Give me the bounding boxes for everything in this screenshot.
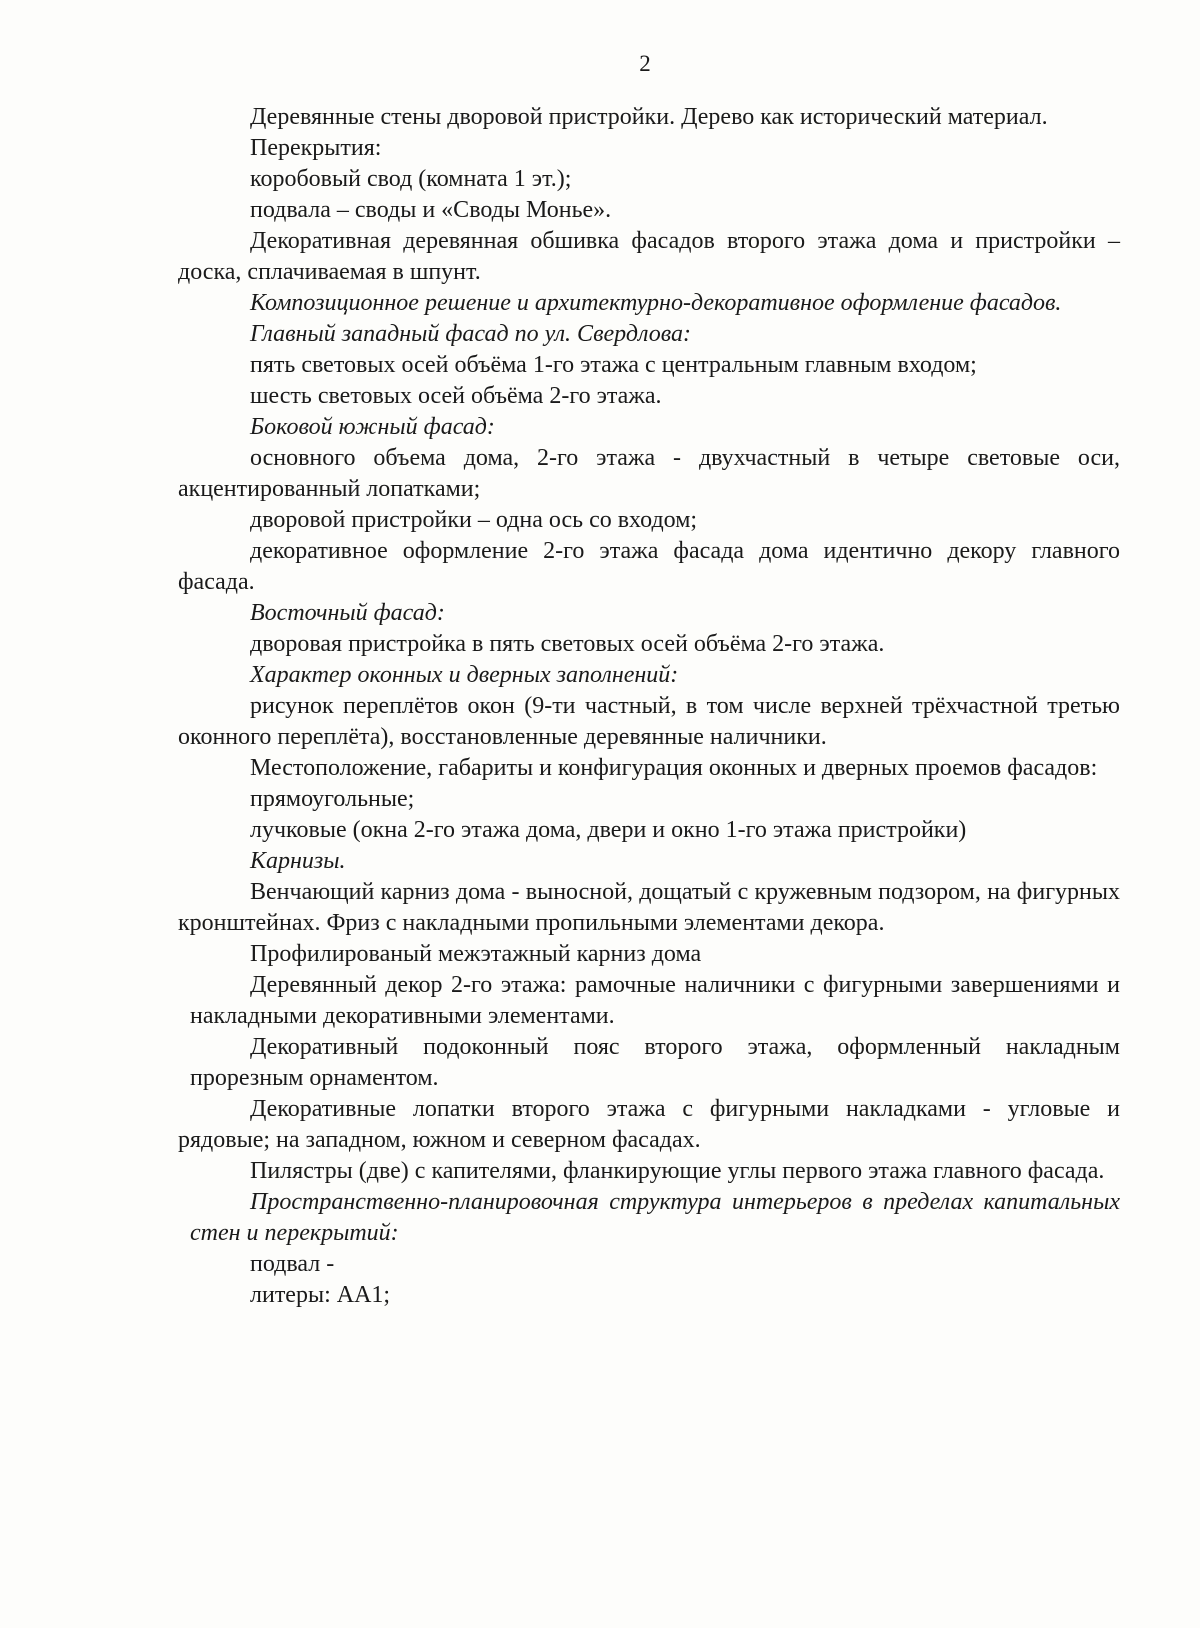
paragraph-arched: лучковые (окна 2-го этажа дома, двери и окно 1-го этажа пристройки) [250, 817, 967, 843]
paragraph-five-axes: пять световых осей объёма 1-го этажа с центральным главным входом; [250, 352, 977, 378]
paragraph-decor-identical: декоративное оформление 2-го этажа фасада дома идентично декору главного фасада. [178, 538, 1120, 595]
paragraph-crowning-cornice: Венчающий карниз дома - выносной, дощатый с кружевным подзором, на фигурных кронштейнах. Фриз с накладными пропильными элементами декора. [178, 879, 1120, 936]
document-body [178, 102, 1120, 1311]
paragraph-east-facade-heading: Восточный фасад: [250, 600, 445, 626]
paragraph-sill-belt: Декоративный подоконный пояс второго этажа, оформленный накладным прорезным орнаментом. [190, 1034, 1120, 1091]
paragraph-pilaster-strips: Декоративные лопатки второго этажа с фигурными накладками - угловые и рядовые; на западном, южном и северном фасадах. [178, 1096, 1120, 1153]
paragraph-west-facade-heading: Главный западный фасад по ул. Свердлова: [250, 321, 691, 347]
paragraph-south-facade-heading: Боковой южный фасад: [250, 414, 495, 440]
paragraph-basement: подвал - [250, 1251, 335, 1277]
page-number: 2 [639, 51, 651, 76]
paragraph-windows-heading: Характер оконных и дверных заполнений: [250, 662, 679, 688]
paragraph-liters: литеры: АА1; [250, 1282, 391, 1308]
paragraph-composition-heading: Композиционное решение и архитектурно-декоративное оформление фасадов. [250, 290, 1062, 316]
paragraph-interfloor-cornice: Профилированый межэтажный карниз дома [250, 941, 702, 967]
paragraph-box-vault: коробовый свод (комната 1 эт.); [250, 166, 572, 192]
paragraph-basement-vaults: подвала – своды и «Своды Монье». [250, 197, 612, 223]
paragraph-six-axes: шесть световых осей объёма 2-го этажа. [250, 383, 662, 409]
paragraph-yard-annex: дворовой пристройки – одна ось со входом; [250, 507, 698, 533]
paragraph-cornices-heading: Карнизы. [250, 848, 346, 874]
paragraph-pilasters: Пилястры (две) с капителями, фланкирующие углы первого этажа главного фасада. [250, 1158, 1105, 1184]
paragraph-wooden-walls: Деревянные стены дворовой пристройки. Дерево как исторический материал. [250, 104, 1048, 130]
paragraph-interior-structure-heading: Пространственно-планировочная структура интерьеров в пределах капитальных стен и перекрытий: [190, 1189, 1120, 1246]
paragraph-openings-location: Местоположение, габариты и конфигурация оконных и дверных проемов фасадов: [250, 755, 1098, 781]
paragraph-facade-cladding: Декоративная деревянная обшивка фасадов второго этажа дома и пристройки – доска, сплачиваемая в шпунт. [178, 228, 1120, 285]
paragraph-rectangular: прямоугольные; [250, 786, 415, 812]
paragraph-main-volume: основного объема дома, 2-го этажа - двухчастный в четыре световые оси, акцентированный лопатками; [178, 445, 1120, 502]
paragraph-east-annex: дворовая пристройка в пять световых осей объёма 2-го этажа. [250, 631, 885, 657]
paragraph-window-frames: рисунок переплётов окон (9-ти частный, в том числе верхней трёхчастной третью оконного переплёта), восстановленные деревянные наличники. [178, 693, 1120, 750]
paragraph-wooden-decor: Деревянный декор 2-го этажа: рамочные наличники с фигурными завершениями и накладными декоративными элементами. [190, 972, 1120, 1029]
paragraph-floors-heading: Перекрытия: [250, 135, 382, 161]
